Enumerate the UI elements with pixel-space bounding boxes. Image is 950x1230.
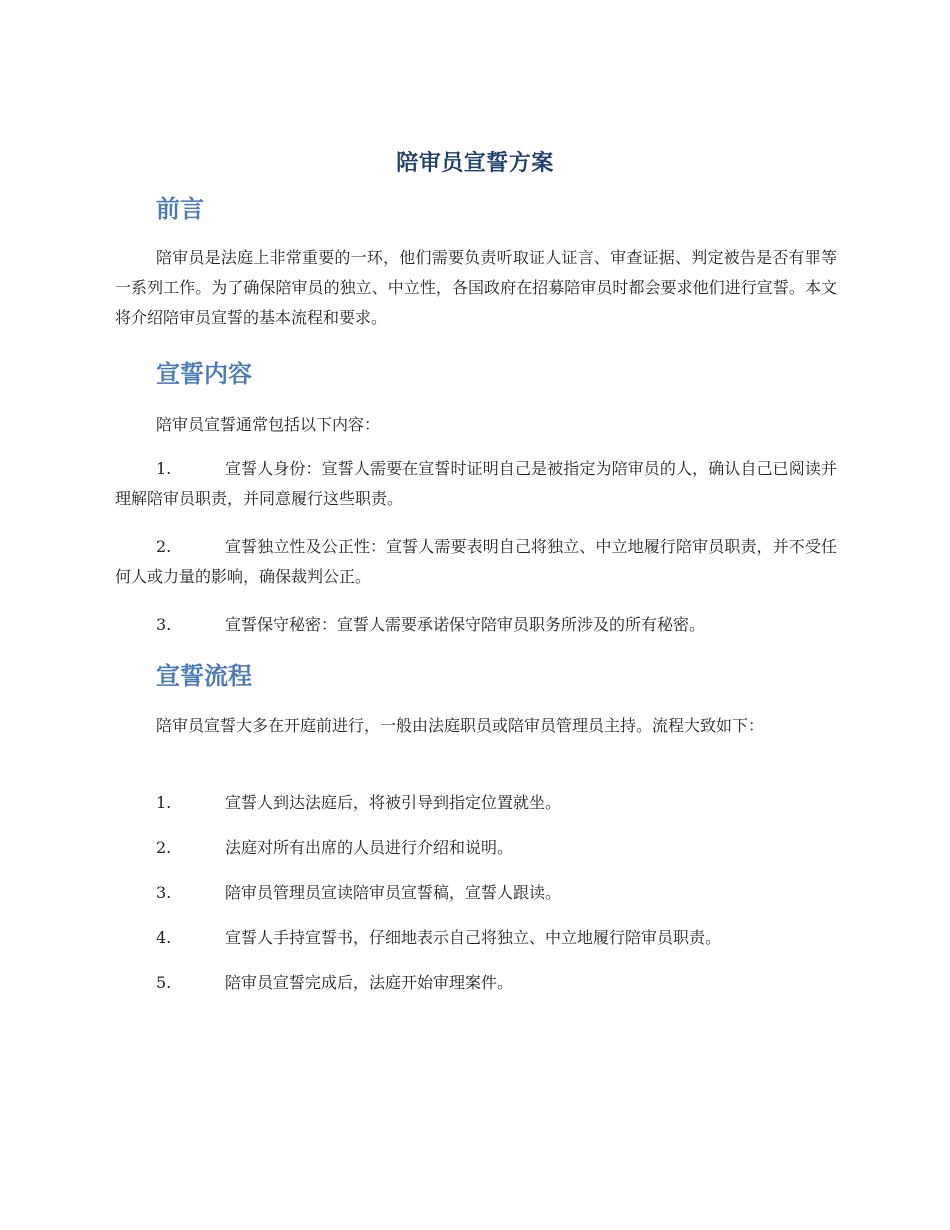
list-item-text: 宣誓人身份：宣誓人需要在宣誓时证明自己是被指定为陪审员的人，确认自己已阅读并理解陪审员职责，并同意履行这些职责。 xyxy=(115,459,837,508)
list-item-text: 陪审员宣誓完成后，法庭开始审理案件。 xyxy=(225,973,514,992)
list-item-number: 5. xyxy=(156,973,172,992)
list-item-number: 3. xyxy=(156,883,172,902)
list-item-number: 4. xyxy=(156,928,172,947)
list-item-number: 1. xyxy=(156,459,172,478)
list-item-text: 宣誓人到达法庭后，将被引导到指定位置就坐。 xyxy=(225,793,562,812)
list-item-number: 1. xyxy=(156,793,172,812)
oath-procedure-intro: 陪审员宣誓大多在开庭前进行，一般由法庭职员或陪审员管理员主持。流程大致如下： xyxy=(156,716,765,735)
list-item xyxy=(115,610,837,640)
list-item-number: 3. xyxy=(156,615,172,634)
section-heading-oath-procedure: 宣誓流程 xyxy=(156,662,252,690)
list-item-text: 宣誓保守秘密：宣誓人需要承诺保守陪审员职务所涉及的所有秘密。 xyxy=(225,615,706,634)
list-item xyxy=(115,968,837,998)
document-title: 陪审员宣誓方案 xyxy=(396,151,554,176)
list-item xyxy=(115,923,837,953)
list-item-number: 2. xyxy=(156,537,172,556)
list-item-text: 宣誓独立性及公正性：宣誓人需要表明自己将独立、中立地履行陪审员职责，并不受任何人或力量的影响，确保裁判公正。 xyxy=(115,537,837,586)
list-item xyxy=(115,833,837,863)
section-heading-preface: 前言 xyxy=(156,195,204,223)
list-item xyxy=(115,454,837,514)
list-item-number: 2. xyxy=(156,838,172,857)
list-item-text: 陪审员管理员宣读陪审员宣誓稿，宣誓人跟读。 xyxy=(225,883,562,902)
list-item xyxy=(115,532,837,592)
list-item xyxy=(115,788,837,818)
oath-content-intro: 陪审员宣誓通常包括以下内容： xyxy=(156,415,381,434)
list-item-text: 法庭对所有出席的人员进行介绍和说明。 xyxy=(225,838,514,857)
section-heading-oath-content: 宣誓内容 xyxy=(156,360,252,388)
list-item xyxy=(115,878,837,908)
list-item-text: 宣誓人手持宣誓书，仔细地表示自己将独立、中立地履行陪审员职责。 xyxy=(225,928,722,947)
preface-paragraph: 陪审员是法庭上非常重要的一环，他们需要负责听取证人证言、审查证据、判定被告是否有罪等一系列工作。为了确保陪审员的独立、中立性，各国政府在招募陪审员时都会要求他们进行宣誓。本文将介绍陪审员宣誓的基本流程和要求。 xyxy=(115,248,837,327)
